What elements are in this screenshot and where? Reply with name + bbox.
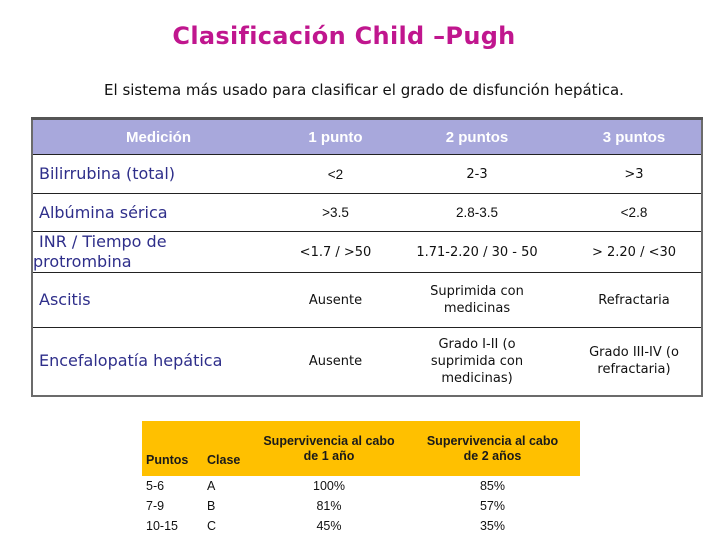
cell-1-ano: 45%: [316, 519, 342, 533]
row-label: Ascitis: [32, 273, 284, 328]
cell-2-anos: 85%: [479, 479, 506, 493]
header-supervivencia-1-ano: [253, 421, 405, 476]
cell-2-puntos: [387, 273, 567, 328]
cell-line: Grado III-IV (o: [589, 345, 679, 361]
cell-puntos: 10-15: [146, 519, 178, 533]
cell-2-anos: 57%: [479, 499, 506, 513]
header-line: de 2 años: [463, 448, 522, 463]
cell-line: suprimida con: [430, 353, 524, 369]
cell-2-puntos: 2.8-3.5: [387, 194, 567, 232]
cell-2-puntos: 2-3: [387, 155, 567, 194]
page-title: [0, 22, 728, 50]
survival-row: [142, 496, 580, 516]
cell-3-puntos: <2.8: [567, 194, 702, 232]
cell-3-puntos: Refractaria: [567, 273, 702, 328]
header-supervivencia-2-anos: [405, 421, 580, 476]
cell-clase: C: [207, 519, 217, 533]
child-pugh-table: [31, 117, 703, 397]
table-row-albumina: [32, 194, 702, 232]
table-row-bilirrubina: [32, 155, 702, 194]
table-row-encefalopatia: [32, 328, 702, 396]
header-clase: Clase: [203, 421, 253, 476]
table-row-ascitis: [32, 273, 702, 328]
page-title-text: Clasificación Child –Pugh: [172, 22, 516, 50]
cell-2-puntos: [387, 328, 567, 396]
survival-row: [142, 516, 580, 536]
survival-row: [142, 476, 580, 496]
cell-1-punto: <2: [284, 155, 387, 194]
page-subtitle: El sistema más usado para clasificar el grado de disfunción hepática.: [104, 81, 624, 99]
header-2-puntos: 2 puntos: [387, 119, 567, 155]
table-header-row: [32, 119, 702, 155]
row-label: [32, 232, 284, 273]
cell-line: Suprimida con: [430, 284, 524, 299]
row-label: Encefalopatía hepática: [32, 328, 284, 396]
row-label: Bilirrubina (total): [32, 155, 284, 194]
survival-table: [142, 421, 580, 536]
cell-1-ano: 81%: [316, 499, 342, 513]
row-label-line: protrombina: [33, 252, 132, 271]
cell-1-punto: >3.5: [284, 194, 387, 232]
cell-clase: A: [207, 479, 216, 493]
header-1-punto: 1 punto: [284, 119, 387, 155]
survival-header-row: [142, 421, 580, 476]
cell-puntos: 5-6: [146, 479, 165, 493]
cell-3-puntos: [567, 328, 702, 396]
cell-1-punto: Ausente: [284, 273, 387, 328]
header-line: Supervivencia al cabo: [426, 433, 559, 448]
header-puntos: Puntos: [142, 421, 203, 476]
cell-2-anos: 35%: [479, 519, 506, 533]
cell-clase: B: [207, 499, 216, 513]
header-line: Supervivencia al cabo: [263, 433, 395, 448]
cell-line: refractaria): [597, 362, 671, 378]
cell-2-puntos: 1.71-2.20 / 30 - 50: [387, 232, 567, 273]
cell-3-puntos: > 2.20 / <30: [567, 232, 702, 273]
cell-line: medicinas): [441, 370, 513, 386]
table-row-inr: [32, 232, 702, 273]
row-label-line: INR / Tiempo de: [39, 232, 167, 251]
header-line: de 1 año: [303, 448, 355, 463]
cell-line: medicinas: [443, 301, 511, 316]
cell-1-ano: 100%: [313, 479, 345, 493]
cell-1-punto: Ausente: [284, 328, 387, 396]
cell-puntos: 7-9: [146, 499, 165, 513]
cell-line: Grado I-II (o: [438, 336, 516, 352]
header-3-puntos: 3 puntos: [567, 119, 702, 155]
cell-3-puntos: >3: [567, 155, 702, 194]
header-medicion: Medición: [32, 119, 284, 155]
row-label: Albúmina sérica: [32, 194, 284, 232]
cell-1-punto: <1.7 / >50: [284, 232, 387, 273]
